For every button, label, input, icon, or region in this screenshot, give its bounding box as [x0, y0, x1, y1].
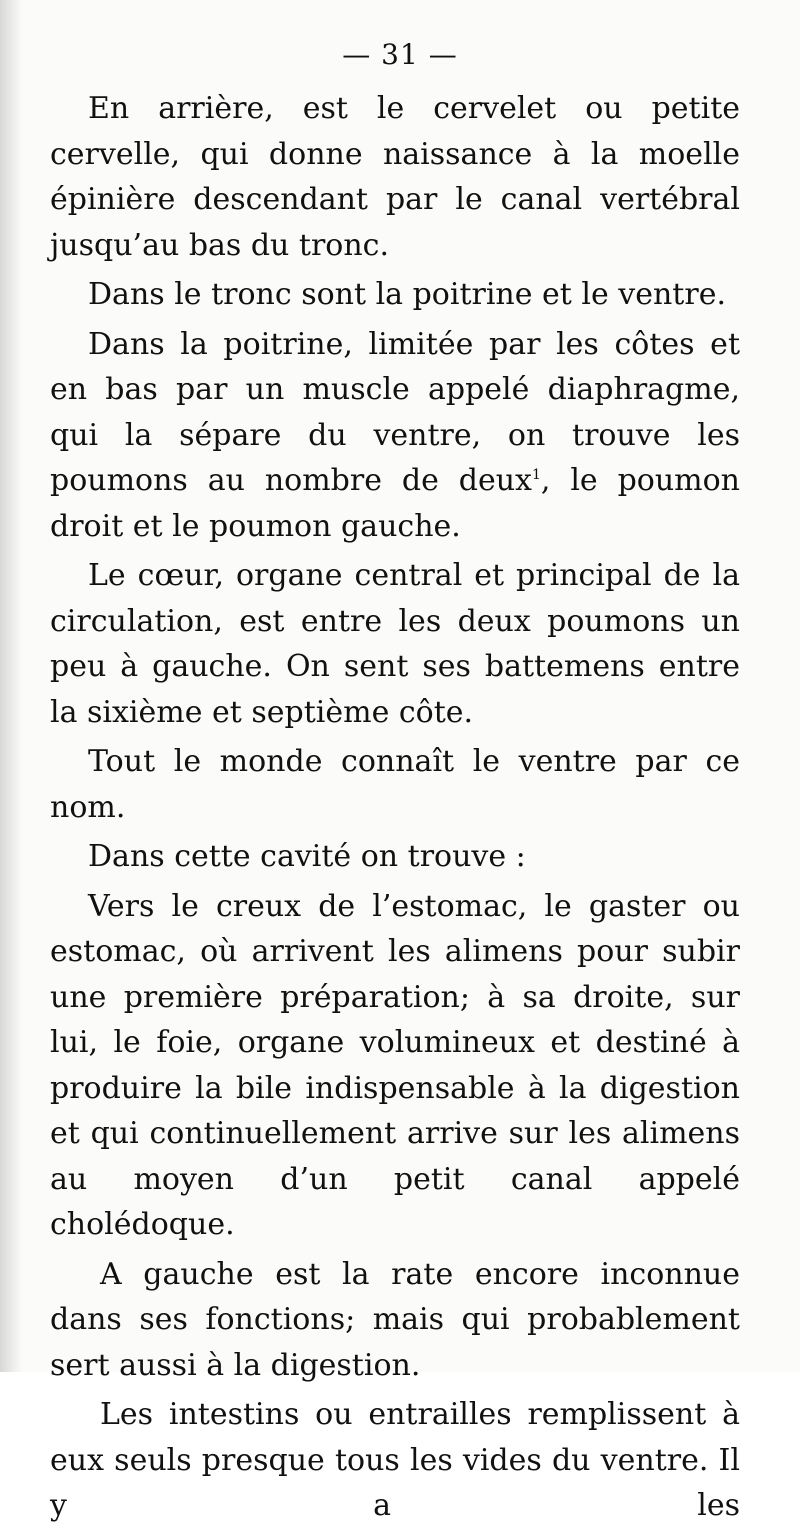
paragraph-1: En arrière, est le cervelet ou petite cervelle, qui donne naissance à la moelle épinière descendant par le canal vertébral jusqu’au bas du tronc. [50, 91, 740, 263]
paragraph-4: Le cœur, organe central et principal de la circulation, est entre les deux poumons un peu à gauche. On sent ses battemens entre la sixième et septième côte. [50, 558, 740, 730]
body-text [50, 86, 740, 1533]
paragraph-9: Les intestins ou entrailles remplissent à eux seuls presque tous les vides du ventre. Il y a les [50, 1397, 740, 1523]
paragraph-8: A gauche est la rate encore inconnue dans ses fonctions; mais qui probablement sert aussi à la digestion. [50, 1256, 740, 1383]
paragraph-3-text: Dans la poitrine, limitée par les côtes et en bas par un muscle appelé diaphragme, qui la sépare du ventre, on trouve les poumons au nombre de deux [50, 326, 740, 498]
paragraph-5: Tout le monde connaît le ventre par ce nom. [50, 744, 740, 825]
paragraph-3-tail: , le poumon droit et le poumon gauche. [50, 463, 740, 544]
paragraph-7: Vers le creux de l’estomac, le gaster ou estomac, où arrivent les alimens pour subir une première préparation; à sa droite, sur lui, le foie, organe volumineux et destiné à produire la bile indispensable à la digestion et qui continuellement arrive sur les alimens au moyen d’un petit canal appelé cholédoque. [50, 888, 740, 1242]
footnote-mark: 1 [531, 467, 541, 483]
page-number: — 31 — [342, 38, 458, 71]
paragraph-2: Dans le tronc sont la poitrine et le ventre. [88, 277, 726, 312]
paragraph-3 [50, 322, 740, 550]
paragraph-6: Dans cette cavité on trouve : [88, 839, 526, 874]
